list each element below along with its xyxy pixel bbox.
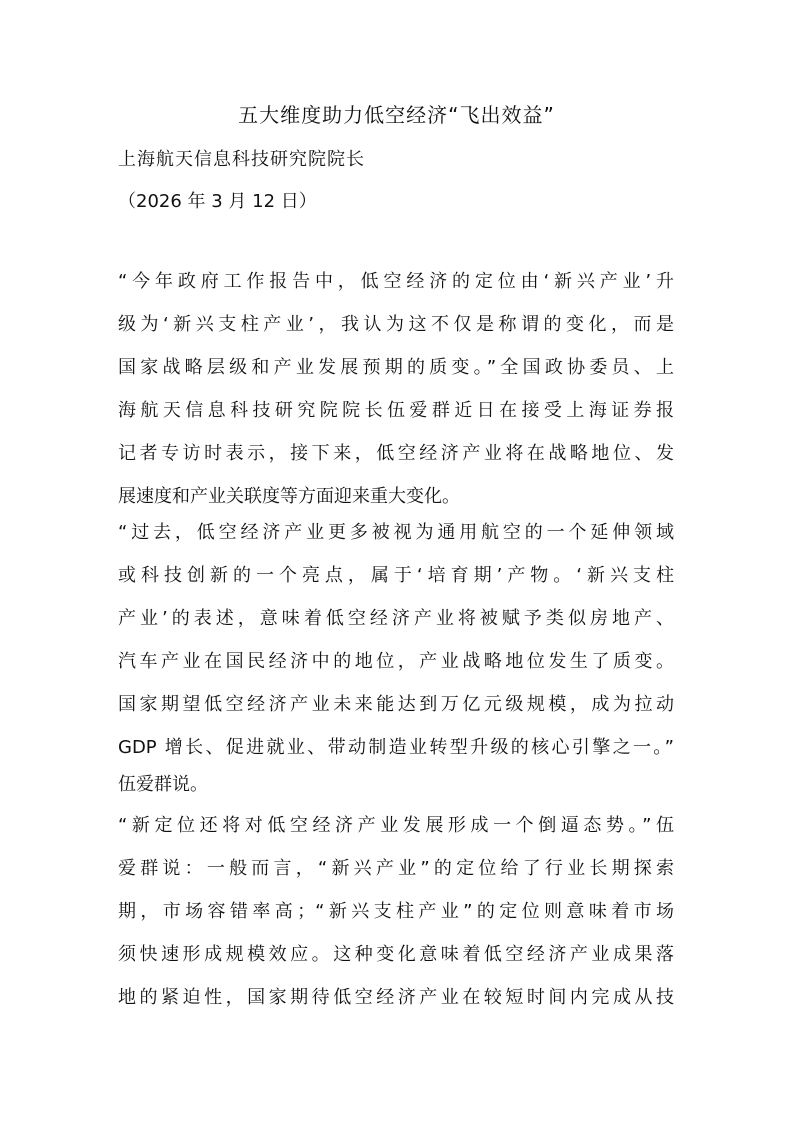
body-line: 汽车产业在国民经济中的地位，产业战略地位发生了质变。	[118, 651, 674, 672]
author-line: 上海航天信息科技研究院院长	[118, 149, 365, 170]
body-line: 国家战略层级和产业发展预期的质变。”全国政协委员、上	[118, 357, 674, 378]
body-line: “过去，低空经济产业更多被视为通用航空的一个延伸领域	[118, 522, 674, 543]
body-line: GDP 增长、促进就业、带动制造业转型升级的核心引擎之一。”	[118, 737, 674, 758]
body-line: 期，市场容错率高；“新兴支柱产业”的定位则意味着市场	[118, 901, 674, 922]
body-line: 记者专访时表示，接下来，低空经济产业将在战略地位、发	[118, 443, 674, 464]
body-line: “新定位还将对低空经济产业发展形成一个倒逼态势。”伍	[118, 815, 674, 836]
body-line: 国家期望低空经济产业未来能达到万亿元级规模，成为拉动	[118, 694, 674, 715]
body-line: 须快速形成规模效应。这种变化意味着低空经济产业成果落	[118, 944, 674, 965]
body-line: 级为‘新兴支柱产业’，我认为这不仅是称谓的变化，而是	[118, 314, 674, 335]
body-line: 展速度和产业关联度等方面迎来重大变化。	[118, 486, 460, 507]
date-line: （2026 年 3 月 12 日）	[118, 191, 317, 212]
body-line: 或科技创新的一个亮点，属于‘培育期’产物。‘新兴支柱	[118, 565, 674, 586]
body-line: 海航天信息科技研究院院长伍爱群近日在接受上海证券报	[118, 400, 674, 421]
body-line: 爱群说：一般而言，“新兴产业”的定位给了行业长期探索	[118, 858, 674, 879]
body-line: 伍爱群说。	[118, 774, 208, 795]
body-line: “今年政府工作报告中，低空经济的定位由‘新兴产业’升	[118, 271, 674, 292]
document-title: 五大维度助力低空经济“飞出效益”	[238, 103, 555, 127]
body-line: 产业’的表述，意味着低空经济产业将被赋予类似房地产、	[118, 608, 674, 629]
body-line: 地的紧迫性，国家期待低空经济产业在较短时间内完成从技	[118, 987, 674, 1008]
